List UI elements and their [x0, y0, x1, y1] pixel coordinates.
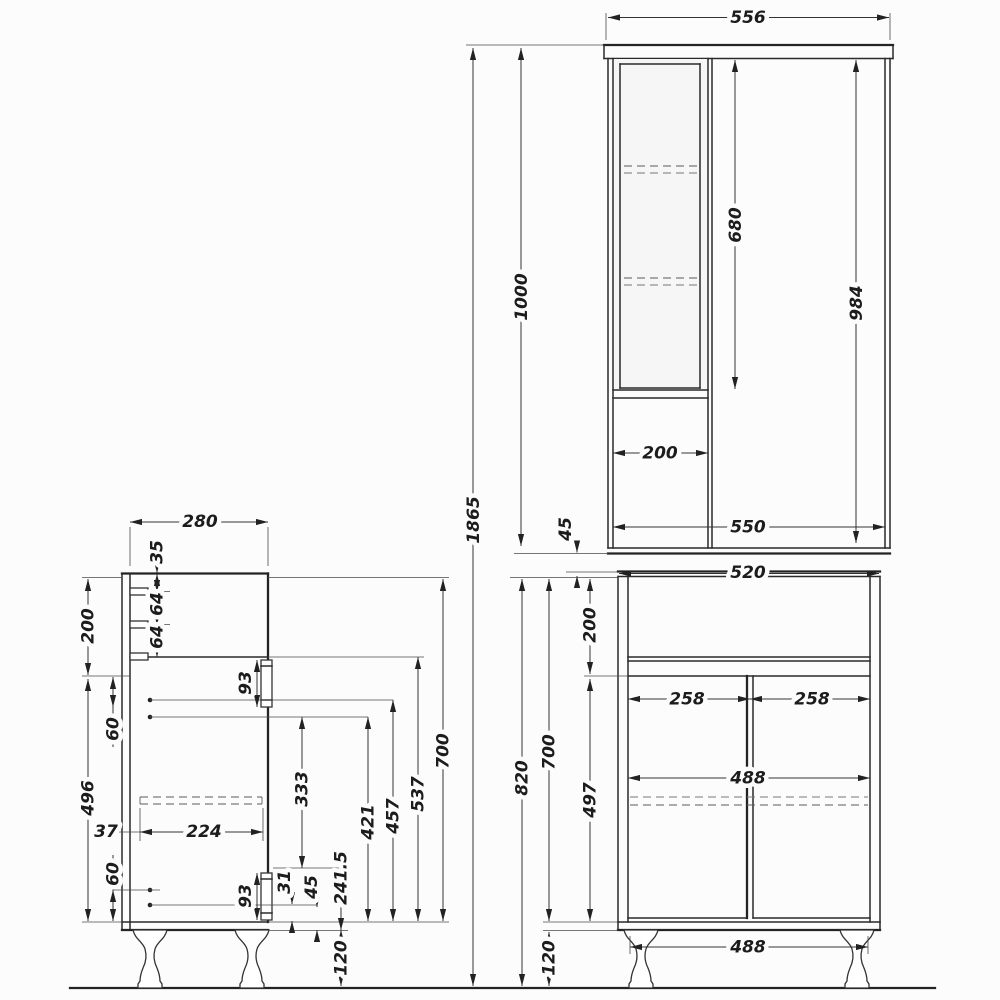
base-front-outline: [618, 572, 880, 931]
dim-wall-door-height: 680: [726, 207, 746, 243]
dim-side-offset-45: 45: [302, 875, 322, 899]
overall-dimensions: [464, 45, 618, 986]
dim-side-peg-gap-lower: 64: [147, 625, 168, 649]
dim-side-top-section: 200: [78, 608, 99, 644]
dim-side-peg-gap-upper: 64: [147, 592, 168, 616]
dim-total-height: 1865: [464, 496, 484, 544]
cabinet-leg: [133, 930, 167, 988]
dim-side-top-to-peg: 35: [147, 540, 168, 564]
dim-side-body-height: 700: [433, 733, 454, 769]
hinge-plate: [261, 660, 272, 920]
dim-base-body-height: 700: [539, 734, 560, 770]
dim-side-shelf-inset: 37: [94, 822, 118, 842]
dim-side-hinge-plate-top: 93: [236, 671, 256, 695]
base-front-shelf-dashed: [630, 797, 868, 805]
dim-wall-width: 556: [730, 8, 766, 28]
dim-side-height-457: 457: [383, 798, 404, 834]
dim-wall-inner-width: 550: [730, 517, 766, 538]
cabinet-leg: [840, 930, 874, 988]
dim-wall-inner-height: 984: [847, 285, 867, 321]
dim-base-door-height: 497: [580, 782, 601, 818]
cabinet-leg: [235, 930, 269, 988]
base-side-shelf-dashed: [140, 797, 262, 804]
cabinet-leg: [624, 930, 658, 988]
dim-side-door-height: 496: [78, 780, 99, 816]
dim-base-right-door: 258: [794, 689, 830, 710]
dim-side-hinge-offset-bottom: 60: [103, 862, 124, 886]
dim-base-inner-width: 488: [730, 768, 766, 789]
mirror-door: [613, 59, 708, 398]
dim-wall-shelf-width: 200: [642, 443, 678, 464]
dim-base-leg-span: 488: [730, 937, 766, 958]
dim-base-leg-height: 120: [539, 940, 560, 976]
dim-side-height-241-5: 241.5: [331, 851, 352, 905]
dim-side-depth: 280: [182, 512, 218, 532]
dim-base-top-section: 200: [580, 607, 601, 643]
dim-side-hinge-span: 333: [292, 771, 313, 807]
dim-side-hinge-offset-top: 60: [103, 717, 124, 741]
dim-side-height-537: 537: [408, 776, 429, 812]
dim-base-width: 520: [730, 563, 766, 583]
dim-gap: 45: [556, 517, 576, 541]
dim-base-left-door: 258: [669, 689, 705, 710]
dim-side-height-421: 421: [358, 804, 379, 840]
dim-wall-height: 1000: [512, 273, 532, 321]
dim-side-hinge-plate-bottom: 93: [236, 884, 256, 908]
dim-side-offset-31: 31: [275, 870, 295, 894]
wall-cabinet-front-view: [604, 8, 893, 554]
dim-base-overall-height: 820: [512, 760, 533, 796]
base-cabinet-front-view: [510, 563, 880, 988]
dim-side-leg-height: 120: [331, 940, 352, 976]
base-cabinet-side-view: [79, 512, 454, 988]
dim-side-shelf-depth: 224: [186, 822, 222, 842]
